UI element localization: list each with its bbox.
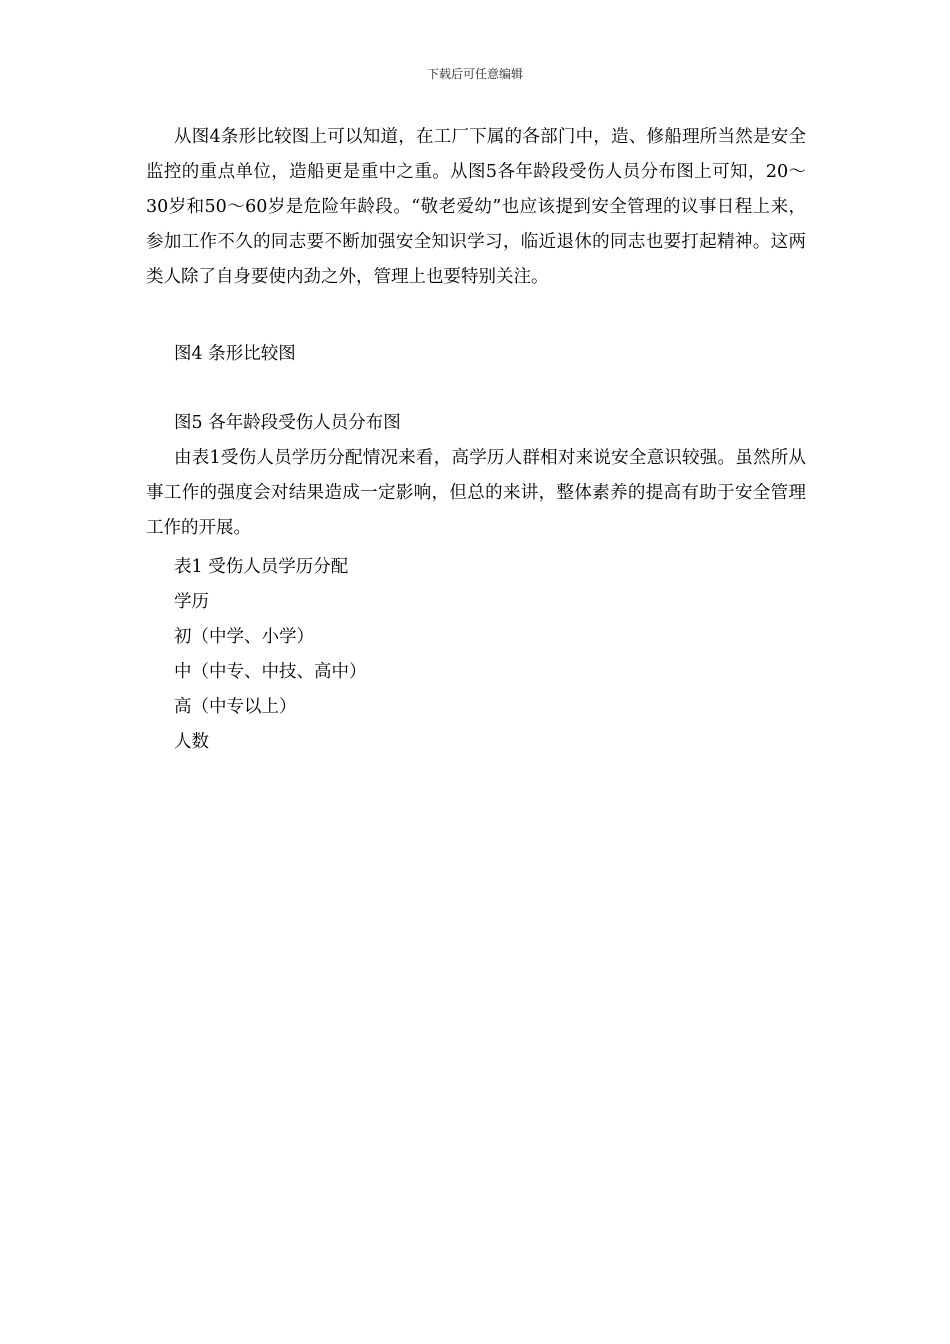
page-header: 下载后可任意编辑 <box>426 67 523 81</box>
table-1-caption: 表1 受伤人员学历分配 <box>174 557 349 577</box>
table-row-education-header: 学历 <box>174 592 209 612</box>
table-row-higher: 高（中专以上） <box>174 697 297 717</box>
body-paragraph-1: 从图4条形比较图上可以知道，在工厂下属的各部门中，造、修船理所当然是安全监控的重点单位，造船更是重中之重。从图5各年龄段受伤人员分布图上可知，20～30岁和50～60岁是危险年龄段。“敬老爱幼”也应该提到安全管理的议事日程上来，参加工作不久的同志要不断加强安全知识学习，临近退休的同志也要打起精神。这两类人除了自身要使内劲之外，管理上也要特别关注。 <box>146 127 806 287</box>
table-row-count-header: 人数 <box>174 732 209 752</box>
table-row-primary: 初（中学、小学） <box>174 627 314 647</box>
figure-4-caption: 图4 条形比较图 <box>174 344 296 364</box>
figure-5-caption: 图5 各年龄段受伤人员分布图 <box>174 413 401 433</box>
table-row-secondary: 中（中专、中技、高中） <box>174 662 367 682</box>
body-paragraph-2: 由表1受伤人员学历分配情况来看，高学历人群相对来说安全意识较强。虽然所从事工作的强度会对结果造成一定影响，但总的来讲，整体素养的提高有助于安全管理工作的开展。 <box>146 448 806 538</box>
